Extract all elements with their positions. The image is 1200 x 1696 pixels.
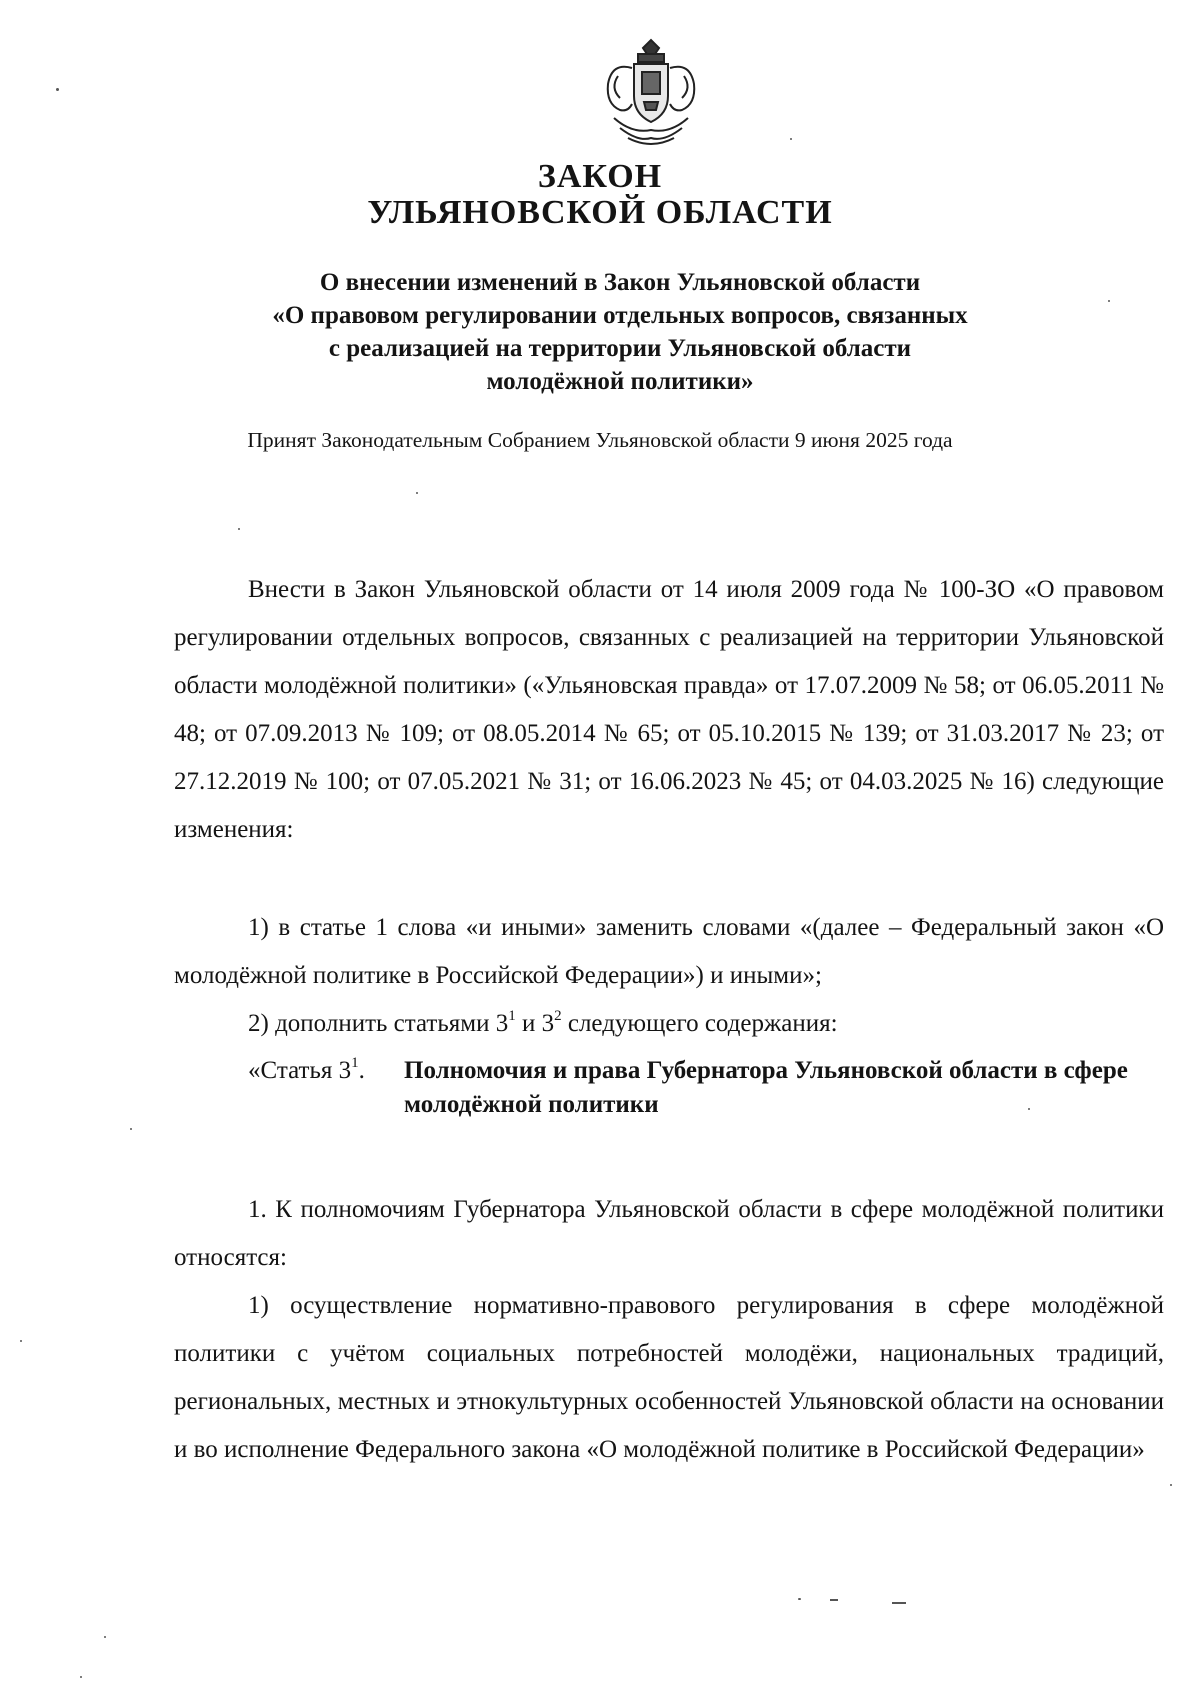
article-label-sup: 1	[351, 1054, 359, 1071]
speck	[1170, 1484, 1172, 1486]
speck	[20, 1340, 22, 1342]
article-subparagraph-1-text: 1) осуществление нормативно-правового регулирования в сфере молодёжной политики с учётом социальных потребностей молодёжи, национальных традиций, региональных, местных и этнокультурных особенностей Ульяновской области на основании и во исполнение Федерального закона «О молодёжной политике в Российской Федерации»	[174, 1292, 1164, 1463]
amendment-item-1-text: 1) в статье 1 слова «и иными» заменить словами «(далее – Федеральный закон «О молодёжной политике в Российской Федерации») и иными»;	[174, 914, 1164, 989]
item2-sup2: 2	[554, 1007, 562, 1024]
article-label-dot: .	[358, 1057, 365, 1084]
article-label	[248, 1054, 365, 1088]
adoption-note: Принят Законодательным Собранием Ульяновской области 9 июня 2025 года	[247, 428, 953, 452]
article-paragraph-1-text: 1. К полномочиям Губернатора Ульяновской области в сфере молодёжной политики относятся:	[174, 1196, 1164, 1271]
subject-line-1: О внесении изменений в Закон Ульяновской области	[319, 269, 921, 296]
speck	[80, 1676, 82, 1678]
speck	[892, 1602, 906, 1604]
coat-of-arms-icon	[598, 38, 704, 150]
subject-line-3: с реализацией на территории Ульяновской области	[328, 335, 912, 362]
speck	[1028, 1108, 1030, 1110]
amendment-item-1	[174, 904, 1164, 1000]
speck	[56, 88, 59, 91]
law-title-line1: ЗАКОН	[537, 158, 663, 195]
speck	[830, 1599, 838, 1601]
article-label-text: «Статья 3	[248, 1057, 352, 1084]
amendment-item-2	[174, 1000, 1164, 1048]
article-heading: Полномочия и права Губернатора Ульяновской области в сфере молодёжной политики	[404, 1057, 1128, 1118]
speck	[790, 138, 792, 140]
amendment-item-2-text	[174, 1000, 1164, 1048]
article-paragraph-1	[174, 1186, 1164, 1282]
item2-middle: и 3	[515, 1010, 555, 1037]
law-title-line2: УЛЬЯНОВСКОЙ ОБЛАСТИ	[367, 194, 833, 231]
article-subparagraph-1	[174, 1282, 1164, 1474]
speck	[1108, 300, 1110, 302]
subject-line-4: молодёжной политики»	[486, 368, 754, 395]
law-subject	[200, 266, 1040, 398]
speck	[130, 1128, 132, 1130]
speck	[798, 1598, 801, 1600]
item2-before: 2) дополнить статьями 3	[248, 1010, 509, 1037]
intro-text: Внести в Закон Ульяновской области от 14 июля 2009 года № 100-ЗО «О правовом регулировании отдельных вопросов, связанных с реализацией на территории Ульяновской области молодёжной политики» («Ульяновская правда» от 17.07.2009 № 58; от 06.05.2011 № 48; от 07.09.2013 № 109; от 08.05.2014 № 65; от 05.10.2015 № 139; от 31.03.2017 № 23; от 27.12.2019 № 100; от 07.05.2021 № 31; от 16.06.2023 № 45; от 04.03.2025 № 16) следующие изменения:	[174, 576, 1164, 843]
intro-paragraph	[174, 566, 1164, 854]
speck	[238, 528, 240, 530]
speck	[416, 492, 418, 494]
subject-line-2: «О правовом регулировании отдельных вопросов, связанных	[272, 302, 968, 329]
speck	[104, 1636, 106, 1638]
item2-after: следующего содержания:	[561, 1010, 838, 1037]
item2-sup1: 1	[508, 1007, 516, 1024]
